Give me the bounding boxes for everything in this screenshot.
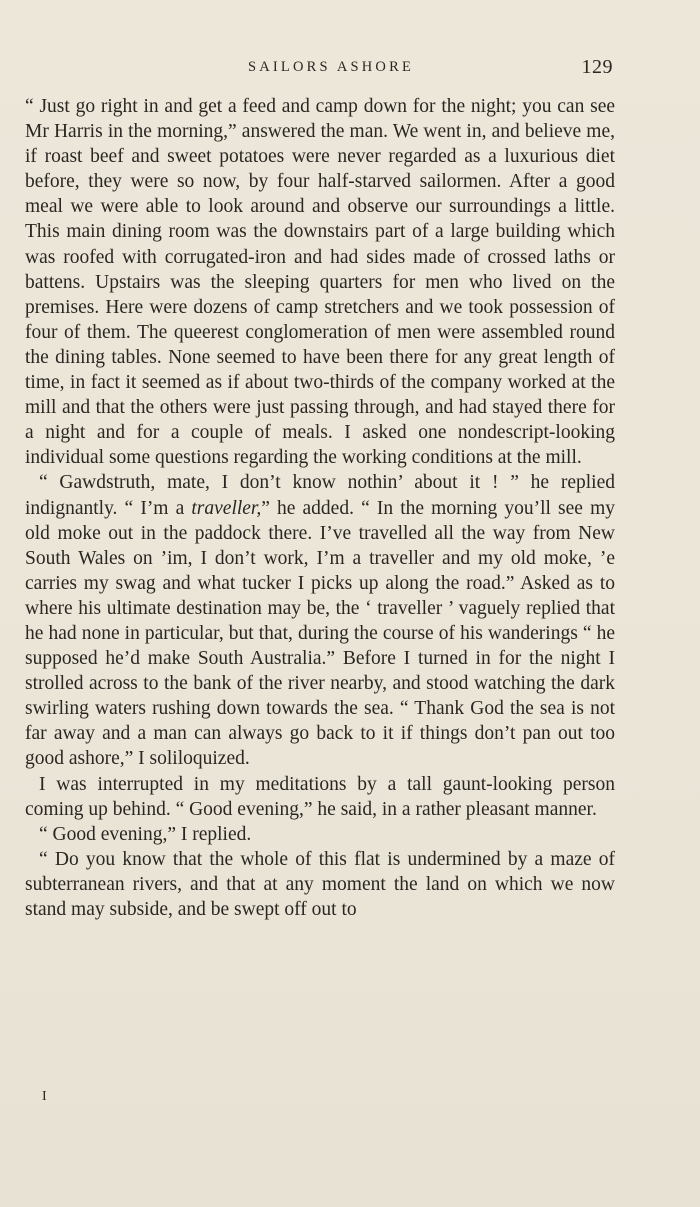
body-text <box>25 94 615 922</box>
paragraph-text: “ Do you know that the whole of this flat is undermined by a maze of subterranean rivers, and that at any moment the land on which we now stand may subside, and be swept off out to <box>25 848 615 920</box>
paragraph-text: “ Just go right in and get a feed and camp down for the night; you can see Mr Harris in the morning,” answered the man. We went in, and believe me, if roast beef and sweet potatoes were never regarded as a luxurious diet before, they were so now, by four half-starved sailormen. After a good meal we were able to look around and observe our surroundings a little. This main dining room was the downstairs part of a large building which was roofed with corrugated-iron and had sides made of crossed laths or battens. Upstairs was the sleeping quarters for men who lived on the premises. Here were dozens of camp stretchers and we took possession of four of them. The queerest conglomeration of men were assembled round the dining tables. None seemed to have been there for any great length of time, in fact it seemed as if about two-thirds of the company worked at the mill and that the others were just passing through, and had stayed there for a night and for a couple of meals. I asked one nondescript-looking individual some questions regarding the working conditions at the mill. <box>25 96 615 469</box>
running-title: SAILORS ASHORE <box>247 59 415 75</box>
running-head <box>25 56 615 80</box>
signature-mark: I <box>42 1089 48 1104</box>
paragraph-1 <box>25 94 615 470</box>
paragraph-4 <box>25 822 615 847</box>
paragraph-text: I was interrupted in my meditations by a tall gaunt-looking person coming up behind. “ Good evening,” he said, in a rather pleasant manner. <box>25 773 615 820</box>
paragraph-2 <box>25 470 615 771</box>
emphasis-traveller: traveller, <box>191 497 262 519</box>
paragraph-5 <box>25 847 615 922</box>
paragraph-3 <box>25 772 615 822</box>
page-number: 129 <box>581 56 613 78</box>
paragraph-text-cont: ” he added. “ In the morning you’ll see my old moke out in the paddock there. I’ve travelled all the way from New South Wales on ’im, I don’t work, I’m a traveller and my old moke, ’e carries my swag and what tucker I picks up along the road.” Asked as to where his ultimate destination may be, the ‘ traveller ’ vaguely replied that he had none in particular, but that, during the course of his wanderings “ he supposed he’d make South Australia.” Before I turned in for the night I strolled across to the bank of the river nearby, and stood watching the dark swirling waters rushing down towards the sea. “ Thank God the sea is not far away and a man can always go back to it if things don’t pan out too good ashore,” I soliloquized. <box>25 497 615 770</box>
paragraph-text: “ Gawdstruth, mate, I don’t know nothin’ about it ! ” he replied indignantly. “ I’m a <box>25 472 615 519</box>
paragraph-text: “ Good evening,” I replied. <box>39 823 252 845</box>
